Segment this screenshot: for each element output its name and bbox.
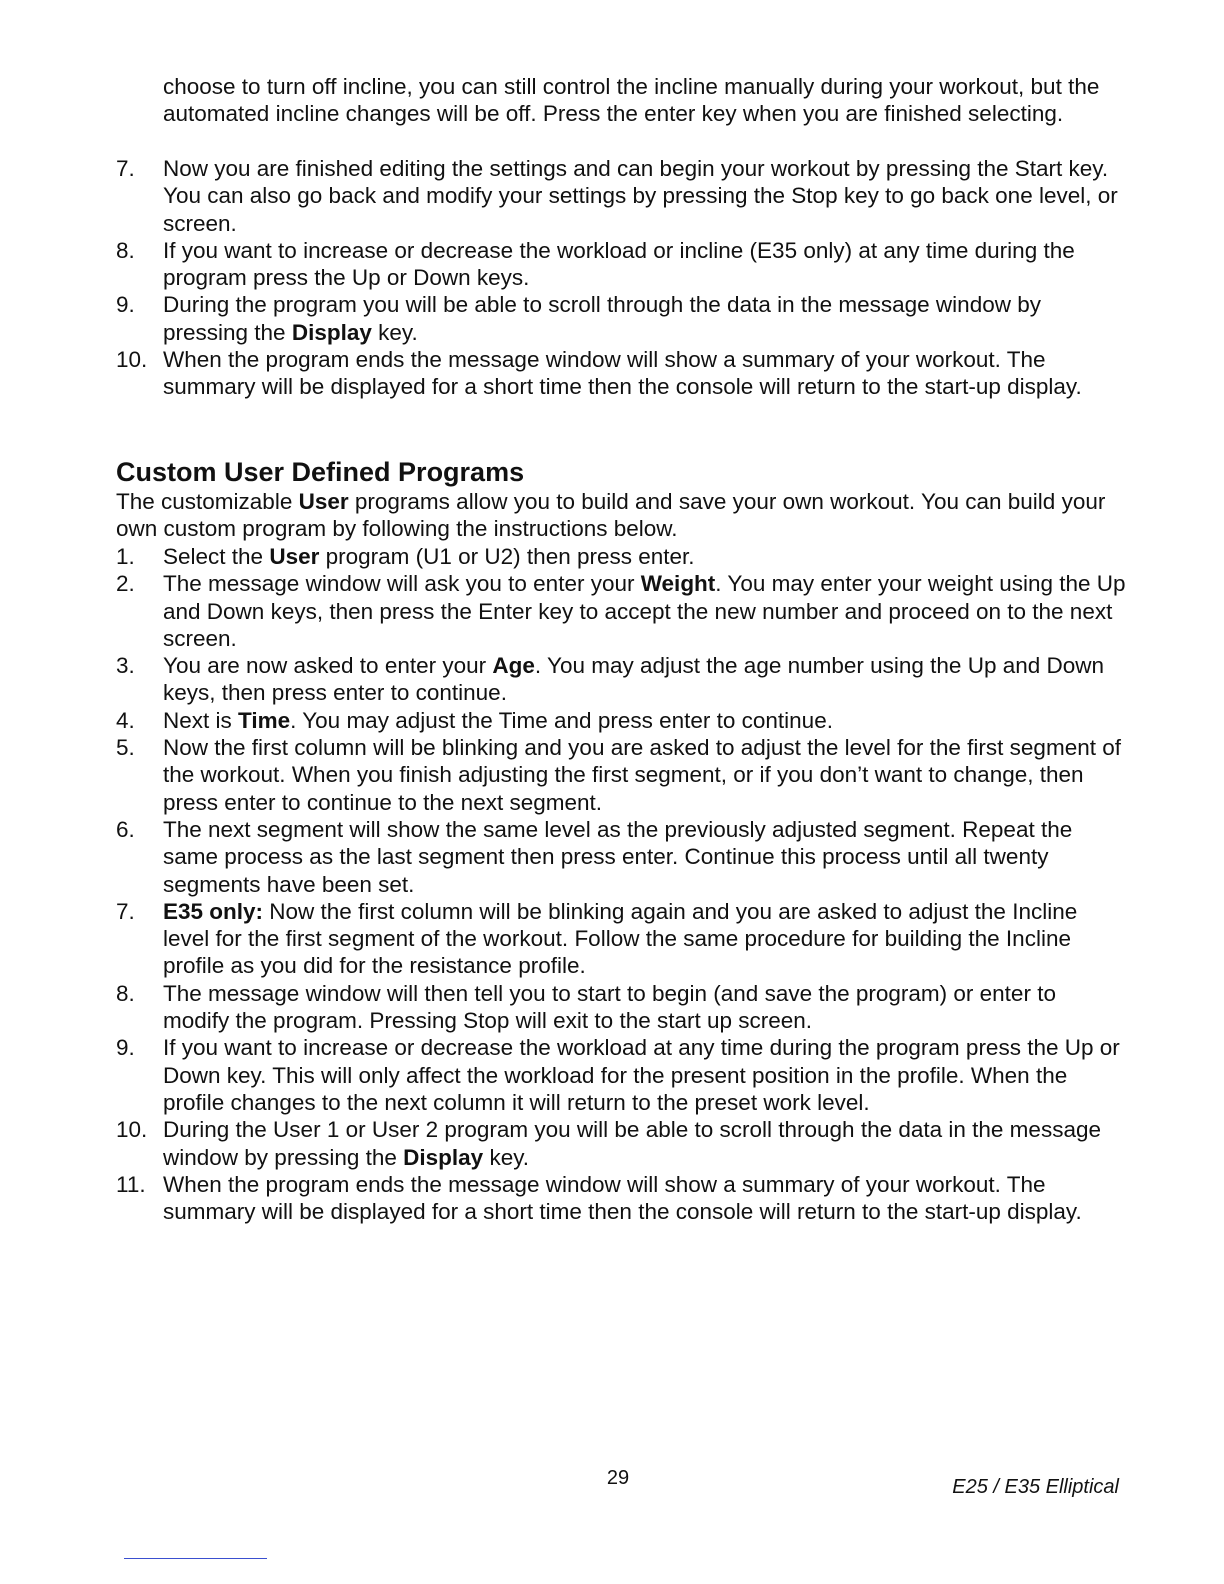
text-run: If you want to increase or decrease the workload at any time during the program press the Up or Down key. This will only affect the workload for the present position in the profile. When the profile changes to the next column it will return to the preset work level. bbox=[163, 1035, 1120, 1115]
text-run: When the program ends the message window will show a summary of your workout. The summary will be displayed for a short time then the console will return to the start-up display. bbox=[163, 1171, 1082, 1225]
continued-paragraph: choose to turn off incline, you can still control the incline manually during your workout, but the automated incline changes will be off. Press the enter key when you are finished selecting. bbox=[163, 74, 1100, 127]
text-run: Now the first column will be blinking and you are asked to adjust the level for the first segment of the workout. When you finish adjusting the first segment, or if you don’t want to change, then press enter to continue to the next segment. bbox=[163, 735, 1121, 815]
text-run: program (U1 or U2) then press enter. bbox=[319, 544, 695, 569]
list-item-text bbox=[163, 156, 1118, 236]
list-item bbox=[116, 346, 1126, 401]
list-item-number: 9. bbox=[116, 292, 135, 318]
list-item-text bbox=[163, 1172, 1082, 1224]
text-run: . You may adjust the Time and press enter to continue. bbox=[290, 707, 833, 733]
footer-rule bbox=[124, 1558, 267, 1559]
list-item-text bbox=[163, 981, 1056, 1033]
text-run: key. bbox=[371, 319, 418, 345]
text-run: . You may enter your weight using the Up and Down keys, then press the Enter key to accept the new number and proceed on to the next screen. bbox=[163, 571, 1126, 651]
page-number: 29 bbox=[606, 1467, 630, 1489]
list-item-number: 11. bbox=[116, 1171, 146, 1197]
text-run: During the User 1 or User 2 program you will be able to scroll through the data in the message window by pressing the bbox=[163, 1117, 1101, 1170]
list-item bbox=[116, 1034, 1126, 1116]
bold-term: E35 only: bbox=[163, 898, 264, 924]
list-item-number: 3. bbox=[116, 653, 135, 679]
section-heading: Custom User Defined Programs bbox=[116, 457, 525, 487]
bold-term: Time bbox=[238, 707, 291, 733]
text-run: The message window will then tell you to start to begin (and save the program) or enter to modify the program. Pressing Stop will exit to the start up screen. bbox=[163, 980, 1056, 1034]
text-run: Now you are finished editing the settings and can begin your workout by pressing the Start key. You can also go back and modify your settings by pressing the Stop key to go back one level, or screen. bbox=[163, 156, 1118, 236]
list-item-text bbox=[163, 735, 1121, 815]
bold-term: Age bbox=[492, 653, 535, 679]
bold-term: Display bbox=[403, 1144, 484, 1170]
bold-term: Display bbox=[291, 319, 372, 345]
list-item-number: 7. bbox=[116, 156, 135, 181]
custom-program-steps-list bbox=[116, 543, 1126, 1225]
bold-term: Weight bbox=[640, 571, 716, 597]
list-item bbox=[116, 1171, 1126, 1226]
text-run: During the program you will be able to scroll through the data in the message window by pressing the bbox=[163, 292, 1041, 345]
text-run: Now the first column will be blinking again and you are asked to adjust the Incline level for the first segment of the workout. Follow the same procedure for building the Incline profile as you did for the resistance profile. bbox=[163, 898, 1078, 979]
list-item-text bbox=[163, 238, 1075, 290]
text-run: You are now asked to enter your bbox=[163, 653, 493, 679]
program-steps-list bbox=[116, 155, 1126, 401]
list-item-number: 8. bbox=[116, 237, 135, 263]
list-item-text bbox=[163, 1117, 1101, 1169]
list-item bbox=[116, 155, 1126, 237]
bold-term: User bbox=[269, 544, 320, 569]
list-item-number: 6. bbox=[116, 816, 135, 842]
list-item-number: 2. bbox=[116, 571, 135, 597]
list-item-number: 8. bbox=[116, 980, 135, 1006]
section-intro bbox=[116, 488, 1126, 543]
footer-title: E25 / E35 Elliptical bbox=[952, 1476, 1119, 1498]
list-item bbox=[116, 1116, 1126, 1171]
list-item bbox=[116, 543, 1126, 570]
list-item-number: 5. bbox=[116, 735, 135, 761]
list-item-number: 10. bbox=[116, 1117, 148, 1143]
list-item-text bbox=[163, 347, 1082, 399]
list-item-text bbox=[163, 292, 1041, 344]
text-run: . You may adjust the age number using the Up and Down keys, then press enter to continue. bbox=[163, 653, 1105, 706]
text-run: If you want to increase or decrease the workload or incline (E35 only) at any time during the program press the Up or Down keys. bbox=[163, 237, 1075, 291]
text-run: The customizable bbox=[116, 489, 299, 514]
list-item bbox=[116, 707, 1126, 734]
list-item-number: 9. bbox=[116, 1035, 135, 1061]
list-item bbox=[116, 734, 1126, 816]
list-item-text bbox=[163, 899, 1077, 979]
list-item bbox=[116, 816, 1126, 898]
text-run: Next is bbox=[163, 707, 239, 733]
list-item bbox=[116, 652, 1126, 707]
text-run: programs allow you to build and save your own workout. You can build your own custom program by following the instructions below. bbox=[116, 489, 1106, 542]
list-item-text bbox=[163, 571, 1126, 651]
list-item-text bbox=[163, 817, 1072, 897]
list-item bbox=[116, 237, 1126, 292]
list-item-text bbox=[163, 653, 1104, 705]
list-item-text bbox=[163, 1035, 1120, 1115]
list-item-text bbox=[163, 708, 833, 733]
list-item bbox=[116, 898, 1126, 980]
text-run: The next segment will show the same level as the previously adjusted segment. Repeat the same process as the last segment then press enter. Continue this process until all twenty segments have been set. bbox=[163, 816, 1073, 897]
list-item-number: 10. bbox=[116, 347, 148, 373]
bold-term: User bbox=[298, 489, 349, 514]
list-item-text bbox=[163, 544, 695, 569]
list-item bbox=[116, 570, 1126, 652]
list-item bbox=[116, 291, 1126, 346]
list-item-number: 1. bbox=[116, 544, 135, 569]
text-run: When the program ends the message window will show a summary of your workout. The summary will be displayed for a short time then the console will return to the start-up display. bbox=[163, 347, 1082, 400]
text-run: Select the bbox=[163, 544, 270, 569]
list-item-number: 4. bbox=[116, 707, 135, 733]
text-run: key. bbox=[483, 1144, 530, 1170]
list-item bbox=[116, 980, 1126, 1035]
text-run: The message window will ask you to enter your bbox=[163, 571, 641, 597]
list-item-number: 7. bbox=[116, 898, 135, 924]
